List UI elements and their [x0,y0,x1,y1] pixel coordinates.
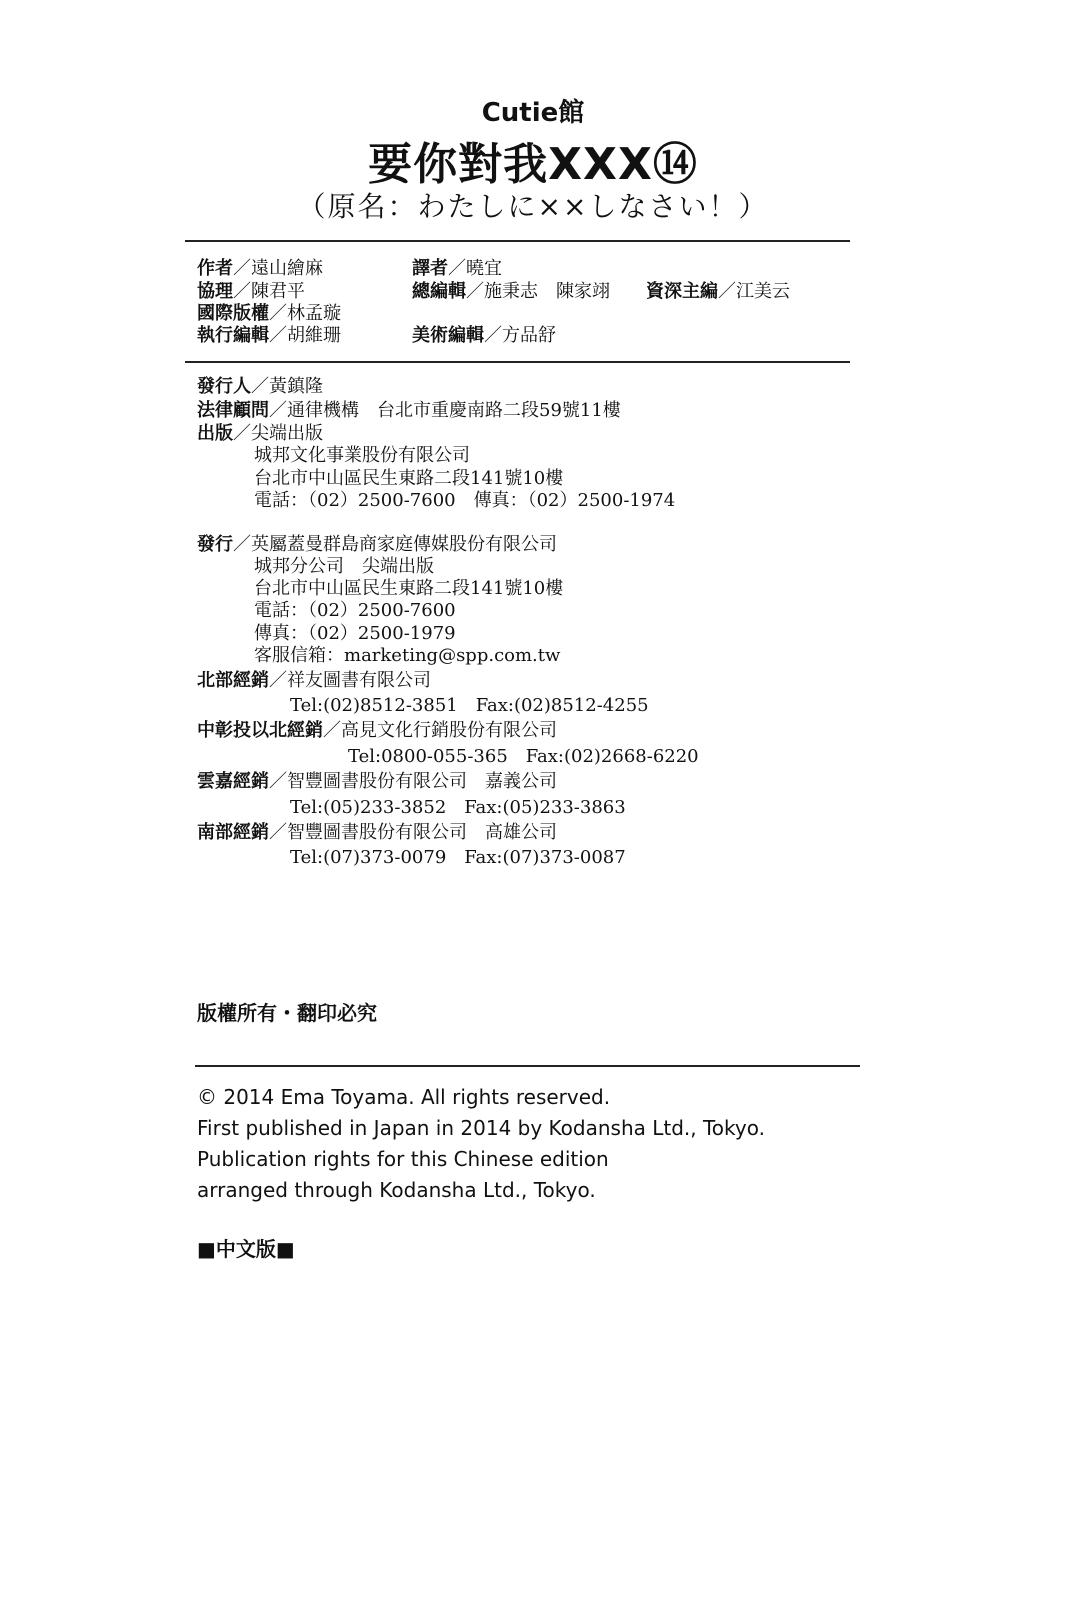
credit-intl-rights: 國際版權／林孟璇 [197,303,341,324]
distribution-line: 傳真：（02）2500-1979 [254,623,456,644]
rights-notice: 版權所有・翻印必究 [197,1001,377,1025]
credit-translator: 譯者／曉宜 [412,258,502,279]
distribution-line: 客服信箱：marketing@spp.com.tw [254,645,561,666]
publish-line: 電話：（02）2500-7600 傳真：（02）2500-1974 [254,490,676,511]
credit-author: 作者／遠山繪麻 [197,258,323,279]
distribution-line: 台北市中山區民生東路二段141號10樓 [254,578,564,599]
distributor-central-contact: Tel:0800-055-365 Fax:(02)2668-6220 [348,746,699,767]
distributor-north: 北部經銷／祥友圖書有限公司 [197,670,431,691]
copyright-line: Publication rights for this Chinese edition [197,1147,609,1171]
imprint-label: Cutie館 [481,98,585,128]
copyright-line: arranged through Kodansha Ltd., Tokyo. [197,1178,596,1202]
credit-assistant: 協理／陳君平 [197,281,305,302]
distributor-yunjia: 雲嘉經銷／智豐圖書股份有限公司 嘉義公司 [197,771,557,792]
distribution-label: 發行／英屬蓋曼群島商家庭傳媒股份有限公司 [197,534,557,555]
issuer: 發行人／黃鎮隆 [197,376,323,397]
copyright-line: © 2014 Ema Toyama. All rights reserved. [197,1085,611,1109]
divider-top [185,240,850,242]
credit-art-editor: 美術編輯／方品舒 [412,325,556,346]
copyright-line: First published in Japan in 2014 by Kodansha Ltd., Tokyo. [197,1116,765,1140]
divider-credits [185,361,850,363]
credit-senior-editor: 資深主編／江美云 [646,281,790,302]
legal-counsel: 法律顧問／通律機構 台北市重慶南路二段59號11樓 [197,400,621,421]
edition-label: ■中文版■ [197,1237,295,1261]
distribution-line: 電話：（02）2500-7600 [254,600,456,621]
publish-label: 出版／尖端出版 [197,423,323,444]
distributor-central: 中彰投以北經銷／高見文化行銷股份有限公司 [197,720,557,741]
distributor-south-contact: Tel:(07)373-0079 Fax:(07)373-0087 [290,847,626,868]
book-title: 要你對我XXX⑭ [368,139,698,190]
publish-line: 台北市中山區民生東路二段141號10樓 [254,468,564,489]
original-title: （原名：わたしに××しなさい！） [297,190,769,223]
distributor-north-contact: Tel:(02)8512-3851 Fax:(02)8512-4255 [290,695,649,716]
distributor-yunjia-contact: Tel:(05)233-3852 Fax:(05)233-3863 [290,797,626,818]
publish-line: 城邦文化事業股份有限公司 [254,445,470,466]
distribution-line: 城邦分公司 尖端出版 [254,556,434,577]
distributor-south: 南部經銷／智豐圖書股份有限公司 高雄公司 [197,822,557,843]
divider-copyright [195,1065,860,1067]
credit-exec-editor: 執行編輯／胡維珊 [197,325,341,346]
credit-chief-editor: 總編輯／施秉志 陳家翊 [412,281,610,302]
